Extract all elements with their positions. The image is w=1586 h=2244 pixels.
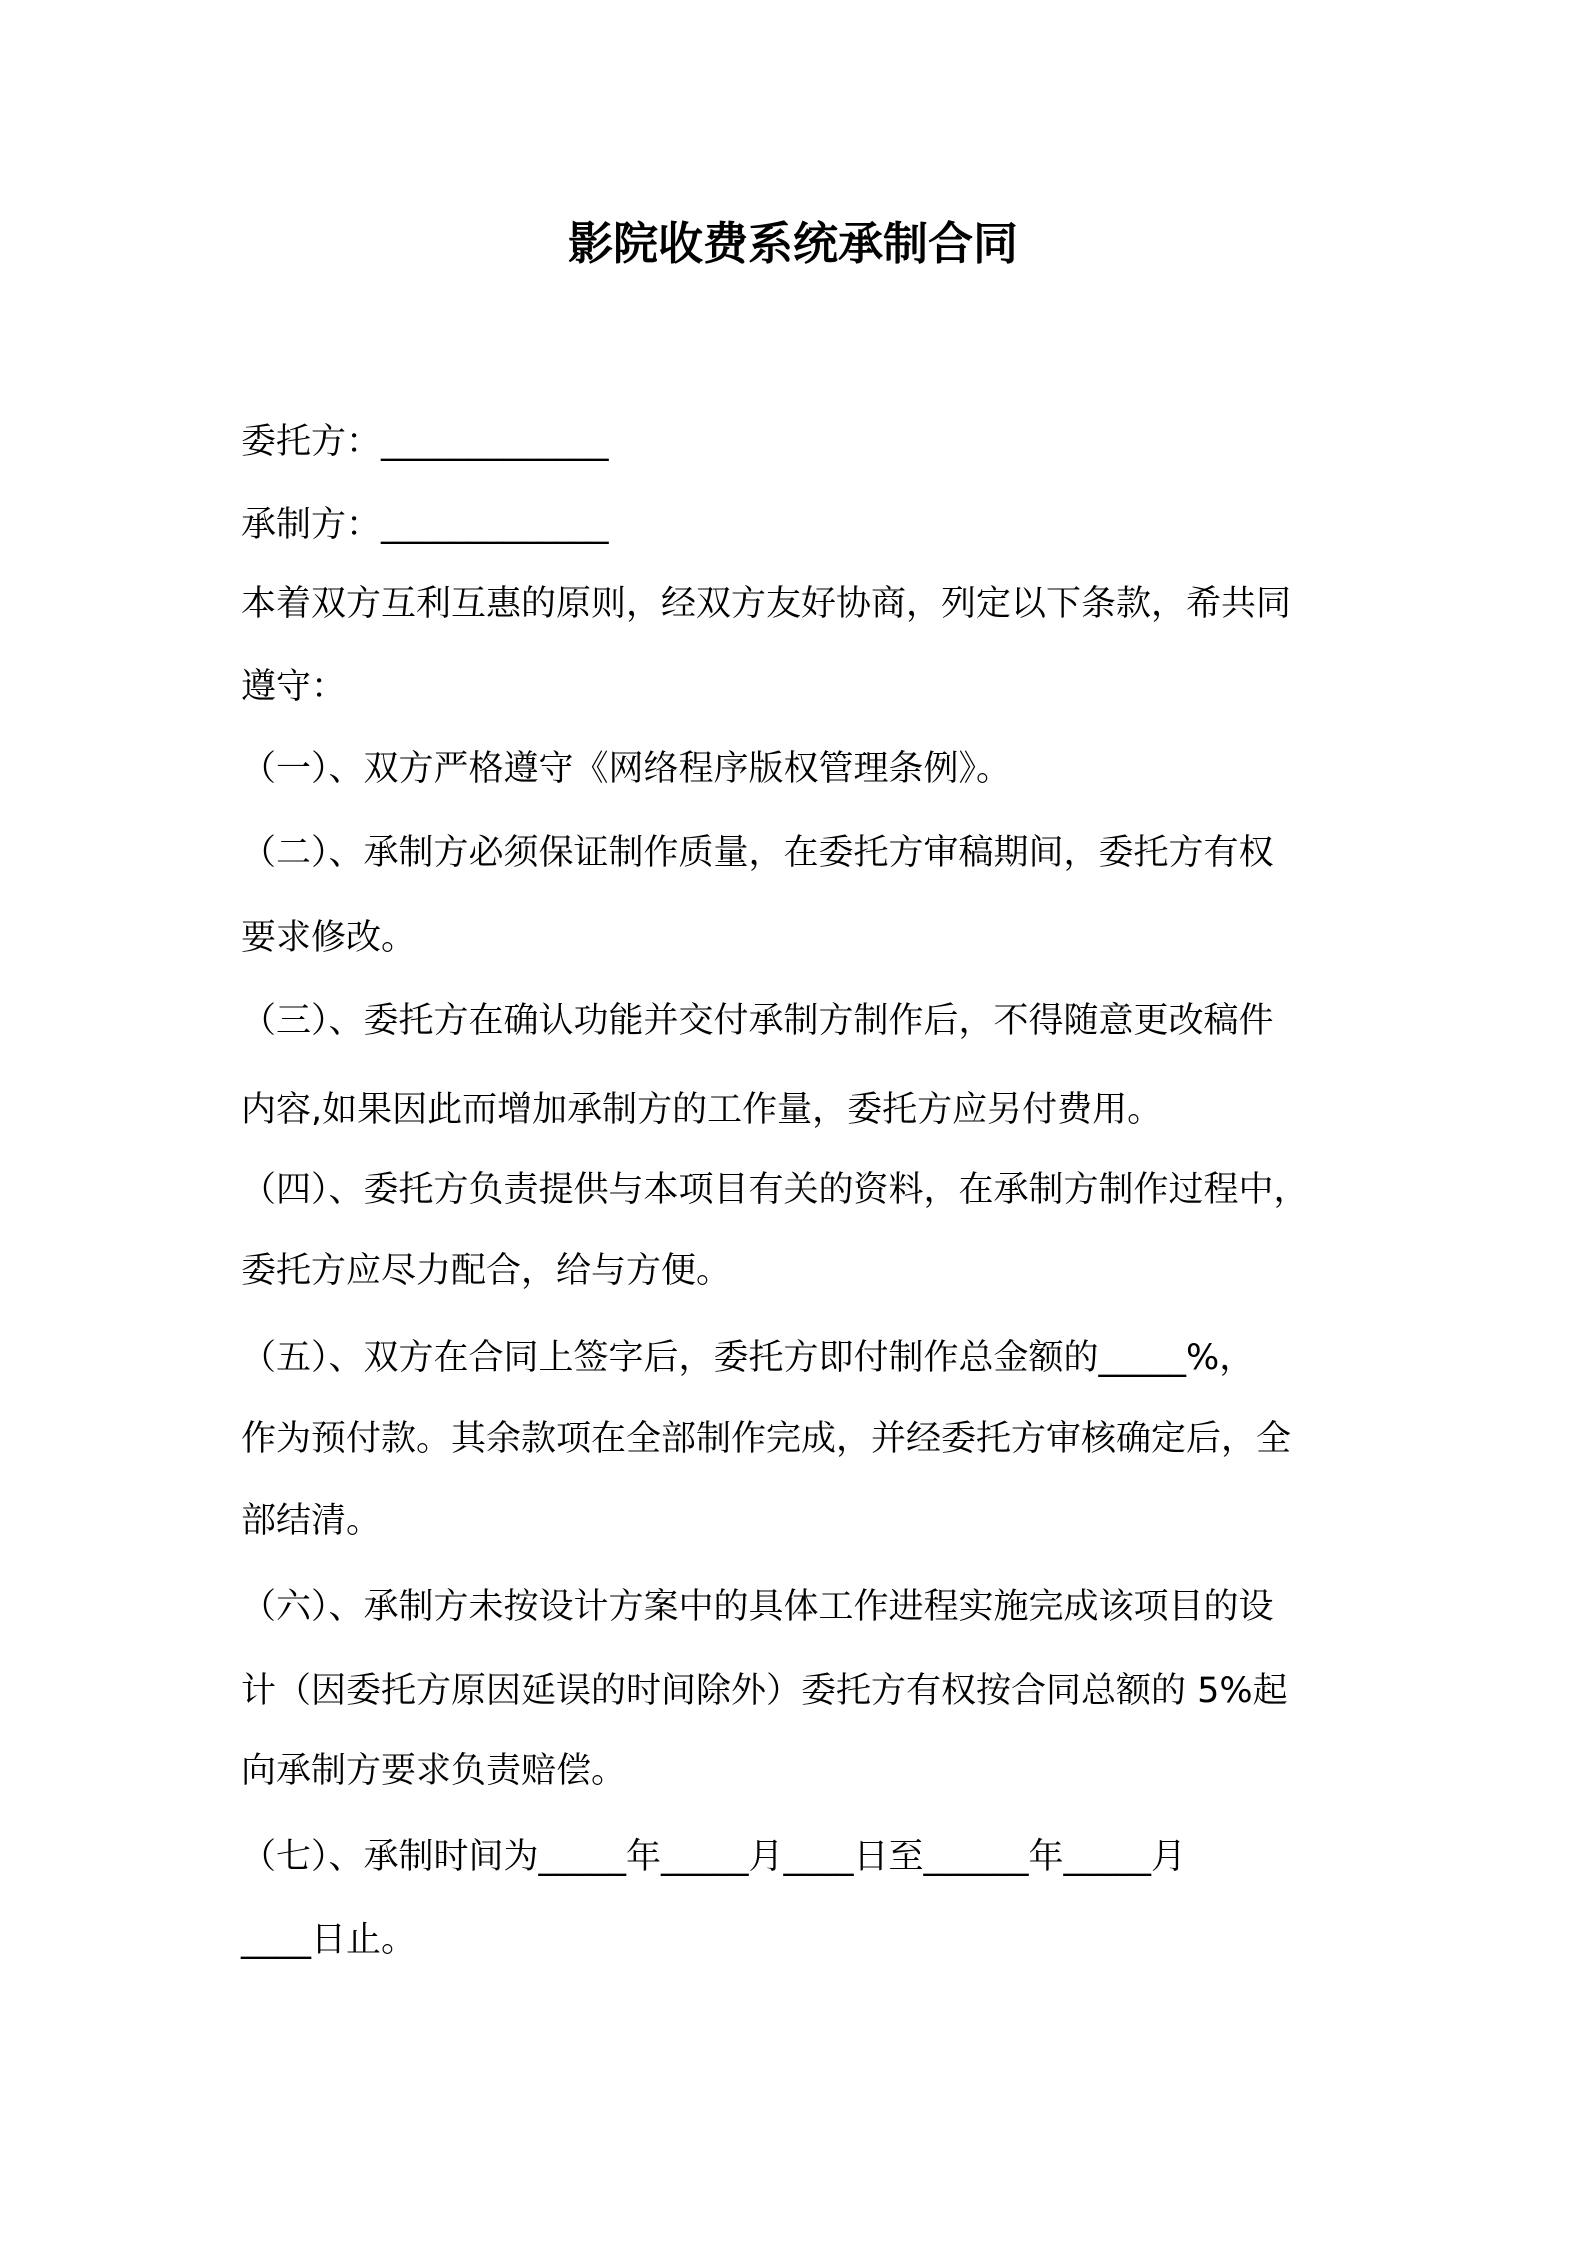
- clause-5-line-2: 作为预付款。其余款项在全部制作完成，并经委托方审核确定后，全: [241, 1419, 1292, 1459]
- clause-3-line-1: （三）、委托方在确认功能并交付承制方制作后，不得随意更改稿件: [241, 1001, 1274, 1041]
- clause-6-line-2: 计（因委托方原因延误的时间除外）委托方有权按合同总额的 5%起: [241, 1671, 1288, 1711]
- document-title: 影院收费系统承制合同: [567, 217, 1018, 270]
- party-a-line: 委托方：_____________: [241, 422, 609, 462]
- clause-1-line-1: （一）、双方严格遵守《网络程序版权管理条例》。: [241, 749, 1012, 789]
- clause-4-line-1: （四）、委托方负责提供与本项目有关的资料，在承制方制作过程中，: [241, 1170, 1309, 1210]
- preamble-line-2: 遵守：: [241, 667, 347, 707]
- clause-2-line-2: 要求修改。: [241, 918, 417, 958]
- clause-3-line-2: 内容,如果因此而增加承制方的工作量，委托方应另付费用。: [241, 1090, 1163, 1130]
- clause-7-line-2: ____日止。: [241, 1920, 417, 1960]
- clause-2-line-1: （二）、承制方必须保证制作质量，在委托方审稿期间，委托方有权: [241, 833, 1274, 873]
- clause-4-line-2: 委托方应尽力配合，给与方便。: [241, 1251, 732, 1291]
- clause-5-line-3: 部结清。: [241, 1501, 382, 1541]
- party-b-line: 承制方：_____________: [241, 505, 609, 545]
- clause-5-line-1: （五）、双方在合同上签字后，委托方即付制作总金额的_____%，: [241, 1338, 1255, 1378]
- clause-6-line-3: 向承制方要求负责赔偿。: [241, 1751, 627, 1791]
- clause-7-line-1: （七）、承制时间为_____年_____月____日至______年_____月: [241, 1837, 1187, 1877]
- clause-6-line-1: （六）、承制方未按设计方案中的具体工作进程实施完成该项目的设: [241, 1587, 1274, 1627]
- preamble-line-1: 本着双方互利互惠的原则，经双方友好协商，列定以下条款，希共同: [241, 584, 1292, 624]
